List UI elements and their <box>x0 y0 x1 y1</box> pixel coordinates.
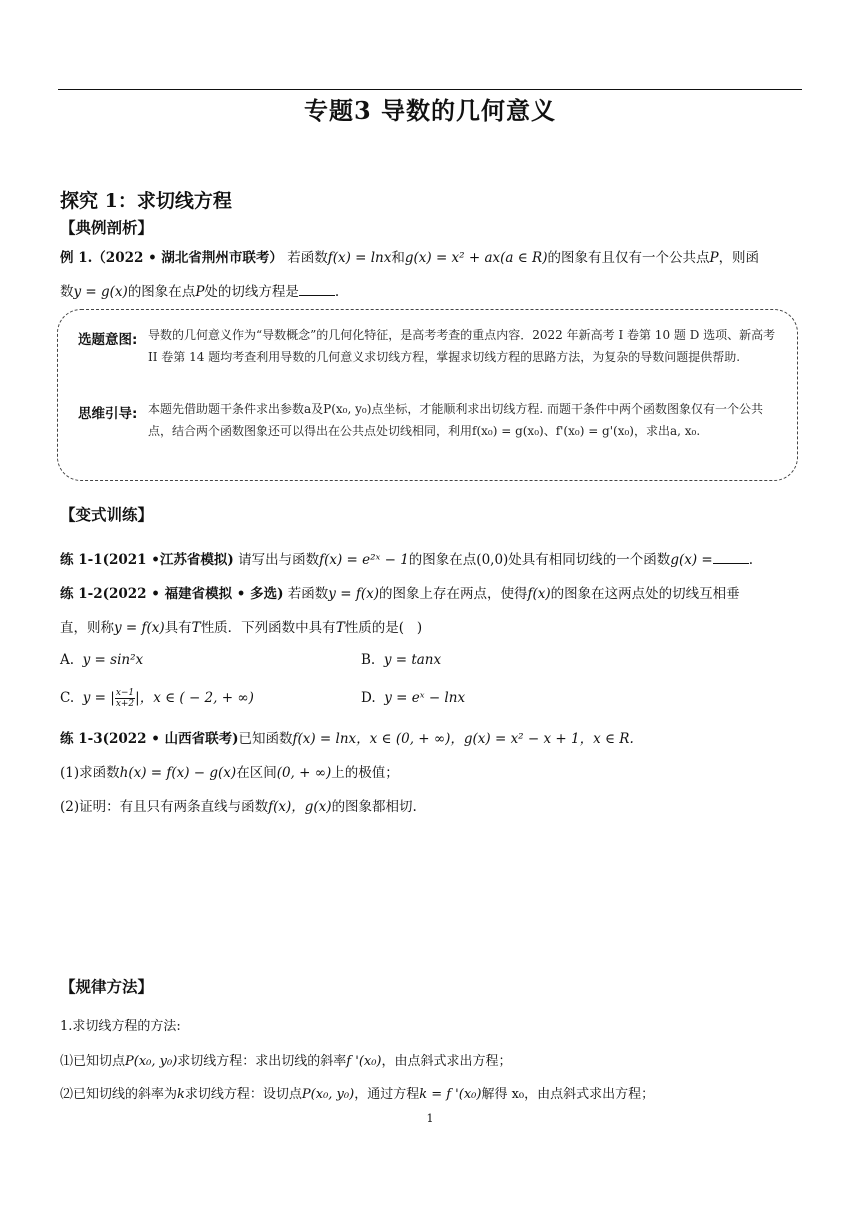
text: 的图象有且仅有一个公共点 <box>547 250 710 266</box>
text: ，由点斜式求出方程； <box>381 1054 512 1069</box>
option-text: y = sin²x <box>82 652 144 668</box>
exercise-source: (2022 • 福建省模拟 • 多选) <box>102 586 284 602</box>
exercise-1-2-line2 <box>60 618 422 638</box>
text: 的图象上存在两点，使得 <box>378 586 528 602</box>
math-f: f(x) = lnx，x ∈ (0, + ∞)，g(x) = x² − x + 1，x ∈ R. <box>292 731 634 747</box>
math-k: k <box>177 1087 185 1102</box>
example1-line1 <box>60 248 759 268</box>
exercise-1-2-line1 <box>60 584 740 604</box>
text: (1)求函数 <box>60 765 120 781</box>
text: 的图象在这两点处的切线互相垂 <box>550 586 740 602</box>
example-source: （2022 • 湖北省荆州市联考） <box>92 250 283 266</box>
intent-text: 导数的几何意义作为“导数概念”的几何化特征，是高考考查的重点内容．2022 年新高考 I 卷第 10 题 D 选项、新高考 II 卷第 14 题均考查利用导数的几何意义求切线方程，掌握求切线方程的思路方法，为复杂的导数问题提供帮助. <box>148 328 776 364</box>
math-p: P <box>195 284 205 300</box>
text: 求切线方程：求出切线的斜率 <box>177 1054 347 1069</box>
analysis-box <box>57 309 798 481</box>
method-header: 【规律方法】 <box>60 977 154 996</box>
math-T: T <box>191 620 201 636</box>
variant-header: 【变式训练】 <box>60 505 154 524</box>
text: 上的极值； <box>331 765 399 781</box>
question-2 <box>60 797 417 817</box>
math-y: y = g(x) <box>73 284 128 300</box>
text: ⑴已知切点 <box>60 1054 126 1069</box>
math-f: f '(x₀) <box>346 1054 382 1069</box>
exercise-source: (2022 • 山西省联考) <box>102 731 239 747</box>
option-label: B. <box>361 652 376 668</box>
text: 求切线方程：设切点 <box>184 1087 302 1102</box>
option-label: A. <box>60 652 75 668</box>
text: ) <box>416 620 423 636</box>
section-heading: 探究 1：求切线方程 <box>60 190 232 212</box>
exercise-source: (2021 •江苏省模拟) <box>102 552 234 568</box>
math-fx: f(x) <box>527 586 551 602</box>
fraction-denominator: x+2 <box>115 699 135 709</box>
intent-label: 选题意图: <box>78 332 138 348</box>
exercise-1-1 <box>60 550 753 570</box>
option-text: y = tanx <box>383 652 442 668</box>
option-text: |，x ∈ ( − 2, + ∞) <box>135 690 254 706</box>
math-y: y = f(x) <box>114 620 165 636</box>
option-d[interactable] <box>361 690 465 706</box>
option-a[interactable] <box>60 652 143 668</box>
math-p: P(x₀, y₀) <box>125 1054 178 1069</box>
question-1 <box>60 763 399 783</box>
text: 性质．下列函数中具有 <box>200 620 336 636</box>
page-title: 专题3 导数的几何意义 <box>303 96 557 125</box>
header-rule <box>58 89 802 90</box>
text: 在区间 <box>236 765 277 781</box>
option-text: y = eˣ − lnx <box>384 690 466 706</box>
fraction <box>115 688 135 709</box>
text: ，通过方程 <box>354 1087 420 1102</box>
text: 的图象在点 <box>127 284 196 300</box>
text: 的图象都相切. <box>331 799 417 815</box>
text: ，则函 <box>718 250 760 266</box>
text: 请写出与函数 <box>238 552 320 568</box>
exercise-1-3 <box>60 729 634 749</box>
example-tag: 例 1. <box>60 250 93 266</box>
text: . <box>748 552 754 568</box>
option-label: D. <box>361 690 376 706</box>
text: 具有 <box>164 620 192 636</box>
math-eq: k = f '(x₀) <box>419 1087 482 1102</box>
text: 和 <box>391 250 405 266</box>
math-g: g(x) = x² + ax(a ∈ R) <box>404 250 548 266</box>
text: . <box>334 284 340 300</box>
math-h: h(x) = f(x) − g(x) <box>119 765 237 781</box>
option-c[interactable] <box>60 686 254 709</box>
math-p: P(x₀, y₀) <box>301 1087 355 1102</box>
typical-header: 【典例剖析】 <box>60 218 154 237</box>
example1-line2 <box>60 282 339 302</box>
guide-text: 本题先借助题干条件求出参数a及P(x₀, y₀)点坐标，才能顺利求出切线方程. 而题干条件中两个函数图象仅有一个公共点，结合两个函数图象还可以得出在公共点处切线相同，利用f(x₀) = g(x₀)、f'(x₀) = g'(x₀)，求出a, x₀. <box>148 402 764 438</box>
text: (2)证明：有且只有两条直线与函数 <box>60 799 269 815</box>
text: 若函数 <box>287 250 328 266</box>
math-g: g(x) = <box>670 552 713 568</box>
answer-blank[interactable] <box>713 551 749 564</box>
option-label: C. <box>60 690 75 706</box>
math-f: f(x) = lnx <box>327 250 392 266</box>
option-b[interactable] <box>361 652 441 668</box>
text: 处的切线方程是 <box>204 284 299 300</box>
answer-blank[interactable] <box>299 283 335 296</box>
exercise-tag: 练 1-1 <box>60 552 103 568</box>
text: 直，则称 <box>60 620 114 636</box>
text: 已知函数 <box>238 731 293 747</box>
method-line3 <box>60 1085 654 1105</box>
text: ⑵已知切线的斜率为 <box>60 1087 178 1102</box>
fraction-numerator: x−1 <box>115 688 135 698</box>
guide-label: 思维引导: <box>78 406 138 422</box>
option-text: y = | <box>82 690 115 706</box>
text: 的图象在点(0,0)处具有相同切线的一个函数 <box>408 552 671 568</box>
math-p: P <box>709 250 719 266</box>
method-line1: 1.求切线方程的方法: <box>60 1019 181 1034</box>
method-line2 <box>60 1052 512 1072</box>
math-f: f(x) = e²ˣ − 1 <box>319 552 409 568</box>
math-f: f(x)，g(x) <box>268 799 332 815</box>
page-number: 1 <box>426 1112 434 1125</box>
exercise-tag: 练 1-3 <box>60 731 103 747</box>
exercise-tag: 练 1-2 <box>60 586 103 602</box>
math-T: T <box>335 620 345 636</box>
math-y: y = f(x) <box>328 586 379 602</box>
text: 性质的是( <box>344 620 404 636</box>
math-interval: (0, + ∞) <box>276 765 332 781</box>
text: 解得 x₀，由点斜式求出方程； <box>481 1087 655 1102</box>
text: 数 <box>60 284 74 300</box>
text: 若函数 <box>287 586 329 602</box>
